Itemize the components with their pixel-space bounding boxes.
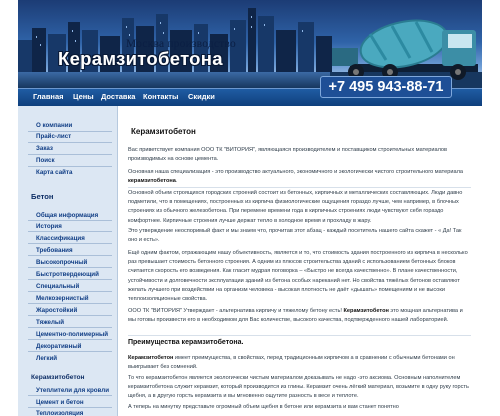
advantages-bold: Керамзитобетон [128, 355, 174, 361]
alternative-paragraph [128, 307, 471, 325]
sidebar-item[interactable]: Цемент и бетон [36, 399, 84, 406]
sidebar-item[interactable]: История [36, 223, 62, 230]
alternative-text: ООО ТК "ВИТОРИЯ" Утверждает - альтернатива кирпичу и тяжелому бетону есть! [128, 308, 344, 314]
sidebar-item[interactable]: Теплоизоляция [36, 410, 84, 416]
sidebar-item[interactable]: Легкий [36, 355, 58, 362]
nav-discounts[interactable]: Скидки [188, 92, 215, 101]
ecology-paragraph: То что керамзитобетон является экологически чистым материалом доказывать не надо -это аксиома. Основным наполнителем керамзитобетона служит керамзит, который производится из глины. Керамзит очень лёгкий материал, возьмите в одну руку горсть щебня, а в другую горсть керамзита и вы мгновенно ощутите разность в весе и теплоте. [128, 375, 469, 400]
sidebar-section-keramzit[interactable]: Керамзитобетон [31, 374, 85, 381]
alternative-bold: Керамзитобетон [343, 308, 389, 314]
buildings-paragraph-2: Это утверждение неоспоримый факт и мы знаем что, прочитав этот абзац - каждый посетитель нашего сайта скажет - « Да! Так оно и есть». [128, 228, 462, 244]
phone-number: +7 495 943-88-71 [320, 76, 452, 98]
sidebar-item[interactable]: Высокопрочный [36, 259, 88, 266]
specialization-paragraph [128, 168, 471, 186]
sidebar-link-pricelist[interactable]: Прайс-лист [36, 133, 72, 140]
nav-prices[interactable]: Цены [73, 92, 94, 101]
sidebar-item[interactable]: Требования [36, 247, 73, 254]
advantages-text: имеет преимущества, в свойствах, перед традиционным кирпичом а в сравнении с обычными бетонами он выигрывает без сомнений. [128, 355, 455, 371]
advantages-heading: Преимущества керамзитобетона. [128, 339, 244, 346]
sidebar-item[interactable]: Декоративный [36, 343, 82, 350]
intro-paragraph: Вас приветствует компания ООО ТК "ВИТОРИЯ", являющаяся производителем и поставщиком строительных материалов производимых на основе цемента. [128, 147, 447, 163]
sidebar-link-about[interactable]: О компании [36, 122, 73, 129]
header-banner [18, 0, 482, 88]
sidebar-item[interactable]: Жаростойкий [36, 307, 78, 314]
cost-paragraph: Ещё одним фактом, отражающим нашу объективность, является и то, что стоимость здания построенного из кирпича в несколько раз превышает стоимость бетонного строения. А одним из плюсов строительства зданий с использованием бетонных блоков считается скорость его возведения. Как гласит мудрая поговорка – «Быстро не всегда качественно». В плане качественности, устойчивости и долговечности эксплуатации зданий из бетона особых нареканий нет. Но свойства тяжёлых бетонов оставляют желать лучшего при воздействии на организм человека - высокая плотность не даёт «дышать» помещениям и не высоки теплоизоляционные свойства. [128, 250, 468, 303]
buildings-paragraph: Основной объем строящихся городских строений состоит из бетонных, кирпичных и металлических составляющих. Люди давно подметили, что в помещениях, построенных из кирпича физиологические ощущения гораздо лучше, чем например, в блочных строениях из обычного железобетона. При перемене времени года в кирпичных строениях люди чувствуют себя гораздо комфортнее. Кирпичные строения лучше держат тепло в холодное время и прохладу в жару. [128, 190, 463, 224]
sidebar-section-beton: Бетон [31, 192, 54, 201]
site-title: Керамзитобетона [58, 48, 223, 69]
sidebar-item[interactable]: Классификация [36, 235, 85, 242]
nav-delivery[interactable]: Доставка [101, 92, 136, 101]
sidebar-item[interactable]: Мелкозернистый [36, 295, 89, 302]
sidebar-item[interactable]: Быстротвердеющий [36, 271, 99, 278]
specialization-text: Основная наша специализация - это производство актуального, экономичного и экологически чистого строительного материала [128, 169, 463, 175]
sidebar-item[interactable]: Специальный [36, 283, 80, 290]
main-content [118, 106, 482, 416]
sidebar-item[interactable]: Цементно-полимерный [36, 331, 109, 338]
header-subtitle: Москва производство [126, 38, 236, 50]
sidebar-item[interactable]: Тяжелый [36, 319, 65, 326]
alternative-end: это мощная альтернатива и мы готовы произвести его в необходимом для Вас количестве, высокого качества, подтвержденного нашей лабораторией. [128, 308, 463, 324]
advantages-paragraph [128, 354, 471, 372]
sidebar-link-search[interactable]: Поиск [36, 157, 55, 164]
specialization-end: . [175, 178, 178, 185]
sidebar-item[interactable]: Утеплители для кровли [36, 387, 110, 394]
nav-contacts[interactable]: Контакты [143, 92, 179, 101]
sidebar-item[interactable]: Общая информация [36, 212, 99, 219]
sidebar-link-order[interactable]: Заказ [36, 145, 54, 152]
page-title: Керамзитобетон [131, 127, 196, 136]
sidebar [18, 106, 118, 416]
volume-paragraph: А теперь на минутку представьте огромный объем щебня в бетоне или керамзита и вам станет понятно [128, 404, 399, 410]
nav-home[interactable]: Главная [33, 92, 64, 101]
sidebar-link-sitemap[interactable]: Карта сайта [36, 169, 73, 176]
specialization-bold: керамзитобетона [128, 178, 176, 185]
